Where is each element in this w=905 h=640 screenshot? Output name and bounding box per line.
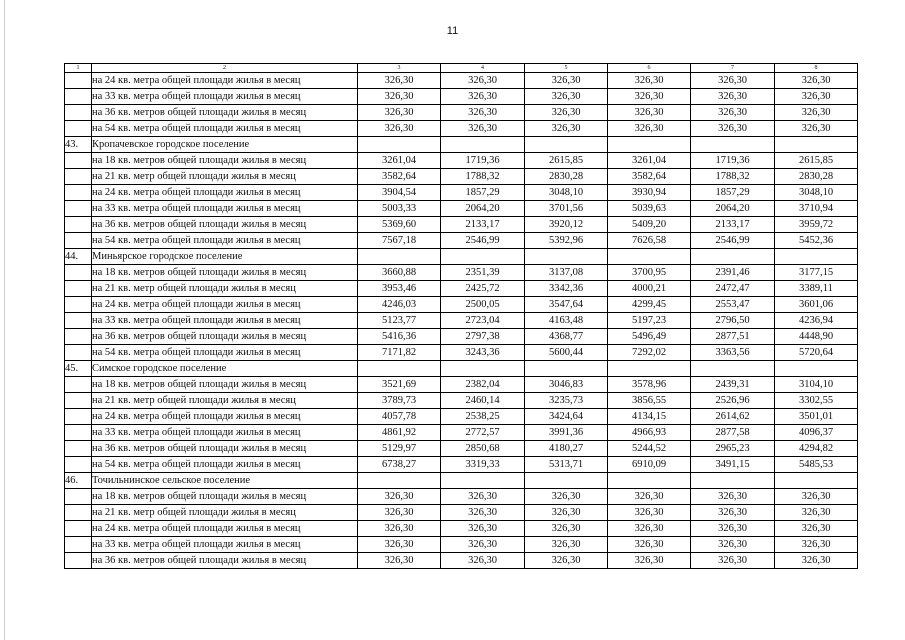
value-cell: 2615,85	[775, 153, 858, 169]
value-cell: 326,30	[441, 521, 525, 537]
row-description: на 33 кв. метра общей площади жилья в месяц	[92, 201, 358, 217]
value-cell: 3048,10	[775, 185, 858, 201]
value-cell: 3953,46	[358, 281, 441, 297]
value-cell: 7292,02	[608, 345, 691, 361]
row-number	[65, 105, 92, 121]
value-cell: 3491,15	[691, 457, 775, 473]
empty-cell	[691, 137, 775, 153]
value-cell: 1719,36	[441, 153, 525, 169]
row-number	[65, 377, 92, 393]
value-cell: 326,30	[441, 105, 525, 121]
value-cell: 326,30	[691, 553, 775, 569]
value-cell: 4180,27	[525, 441, 608, 457]
value-cell: 326,30	[775, 89, 858, 105]
row-description: на 24 кв. метра общей площади жилья в месяц	[92, 185, 358, 201]
value-cell: 1719,36	[691, 153, 775, 169]
table-row	[65, 505, 858, 521]
row-number	[65, 297, 92, 313]
value-cell: 326,30	[691, 89, 775, 105]
row-number	[65, 73, 92, 89]
value-cell: 2850,68	[441, 441, 525, 457]
value-cell: 326,30	[608, 521, 691, 537]
value-cell: 326,30	[358, 105, 441, 121]
table-row	[65, 537, 858, 553]
value-cell: 326,30	[441, 537, 525, 553]
value-cell: 3261,04	[608, 153, 691, 169]
value-cell: 326,30	[608, 121, 691, 137]
value-cell: 3904,54	[358, 185, 441, 201]
table-row	[65, 153, 858, 169]
value-cell: 326,30	[775, 489, 858, 505]
value-cell: 2472,47	[691, 281, 775, 297]
value-cell: 2546,99	[691, 233, 775, 249]
value-cell: 326,30	[608, 73, 691, 89]
value-cell: 2391,46	[691, 265, 775, 281]
row-description: на 36 кв. метров общей площади жилья в месяц	[92, 105, 358, 121]
value-cell: 326,30	[691, 537, 775, 553]
row-number	[65, 457, 92, 473]
empty-cell	[525, 137, 608, 153]
column-number: 4	[441, 64, 525, 73]
value-cell: 4000,21	[608, 281, 691, 297]
value-cell: 326,30	[358, 73, 441, 89]
value-cell: 326,30	[608, 553, 691, 569]
value-cell: 326,30	[358, 537, 441, 553]
value-cell: 3177,15	[775, 265, 858, 281]
value-cell: 326,30	[775, 121, 858, 137]
column-number: 5	[525, 64, 608, 73]
section-row	[65, 249, 858, 265]
column-number: 3	[358, 64, 441, 73]
row-description: на 21 кв. метр общей площади жилья в месяц	[92, 281, 358, 297]
value-cell: 7171,82	[358, 345, 441, 361]
value-cell: 3660,88	[358, 265, 441, 281]
value-cell: 3104,10	[775, 377, 858, 393]
value-cell: 3521,69	[358, 377, 441, 393]
left-margin-rule	[4, 0, 5, 640]
row-description: на 54 кв. метра общей площади жилья в месяц	[92, 233, 358, 249]
table-row	[65, 345, 858, 361]
column-number-row	[65, 64, 858, 73]
value-cell: 3319,33	[441, 457, 525, 473]
value-cell: 2133,17	[441, 217, 525, 233]
value-cell: 326,30	[525, 521, 608, 537]
value-cell: 3424,64	[525, 409, 608, 425]
row-description: на 21 кв. метр общей площади жилья в месяц	[92, 505, 358, 521]
value-cell: 3389,11	[775, 281, 858, 297]
row-description: на 33 кв. метра общей площади жилья в месяц	[92, 89, 358, 105]
value-cell: 7567,18	[358, 233, 441, 249]
empty-cell	[525, 361, 608, 377]
value-cell: 326,30	[775, 105, 858, 121]
value-cell: 2382,04	[441, 377, 525, 393]
section-title: Точильнинское сельское поселение	[92, 473, 358, 489]
row-description: на 36 кв. метров общей площади жилья в месяц	[92, 217, 358, 233]
value-cell: 2723,04	[441, 313, 525, 329]
value-cell: 2526,96	[691, 393, 775, 409]
row-number	[65, 153, 92, 169]
row-number	[65, 393, 92, 409]
value-cell: 326,30	[525, 537, 608, 553]
value-cell: 326,30	[358, 121, 441, 137]
value-cell: 5392,96	[525, 233, 608, 249]
value-cell: 326,30	[525, 121, 608, 137]
value-cell: 4246,03	[358, 297, 441, 313]
row-number	[65, 313, 92, 329]
empty-cell	[691, 473, 775, 489]
table-row	[65, 185, 858, 201]
column-number: 2	[92, 64, 358, 73]
row-description: на 36 кв. метров общей площади жилья в месяц	[92, 329, 358, 345]
row-description: на 18 кв. метров общей площади жилья в месяц	[92, 265, 358, 281]
value-cell: 2546,99	[441, 233, 525, 249]
row-description: на 24 кв. метра общей площади жилья в месяц	[92, 521, 358, 537]
value-cell: 326,30	[691, 521, 775, 537]
table-row	[65, 121, 858, 137]
section-title: Симское городское поселение	[92, 361, 358, 377]
value-cell: 4057,78	[358, 409, 441, 425]
table-row	[65, 169, 858, 185]
value-cell: 5416,36	[358, 329, 441, 345]
row-number: 44.	[65, 249, 92, 265]
row-number	[65, 521, 92, 537]
row-description: на 24 кв. метра общей площади жилья в месяц	[92, 297, 358, 313]
row-number: 43.	[65, 137, 92, 153]
row-description: на 18 кв. метров общей площади жилья в месяц	[92, 489, 358, 505]
value-cell: 2877,51	[691, 329, 775, 345]
table-row	[65, 377, 858, 393]
empty-cell	[775, 361, 858, 377]
value-cell: 3856,55	[608, 393, 691, 409]
value-cell: 5452,36	[775, 233, 858, 249]
value-cell: 2797,38	[441, 329, 525, 345]
row-description: на 21 кв. метр общей площади жилья в месяц	[92, 169, 358, 185]
value-cell: 4299,45	[608, 297, 691, 313]
row-number	[65, 185, 92, 201]
value-cell: 2538,25	[441, 409, 525, 425]
row-number	[65, 233, 92, 249]
value-cell: 326,30	[608, 537, 691, 553]
value-cell: 2830,28	[775, 169, 858, 185]
value-cell: 3235,73	[525, 393, 608, 409]
row-number	[65, 425, 92, 441]
table-row	[65, 73, 858, 89]
value-cell: 326,30	[441, 489, 525, 505]
value-cell: 326,30	[691, 105, 775, 121]
empty-cell	[358, 361, 441, 377]
row-description: на 21 кв. метр общей площади жилья в месяц	[92, 393, 358, 409]
value-cell: 5197,23	[608, 313, 691, 329]
table-row	[65, 313, 858, 329]
table-row	[65, 521, 858, 537]
table-row	[65, 233, 858, 249]
value-cell: 326,30	[775, 505, 858, 521]
table-row	[65, 489, 858, 505]
value-cell: 326,30	[775, 73, 858, 89]
empty-cell	[358, 249, 441, 265]
value-cell: 3710,94	[775, 201, 858, 217]
value-cell: 5003,33	[358, 201, 441, 217]
value-cell: 3701,56	[525, 201, 608, 217]
value-cell: 2830,28	[525, 169, 608, 185]
value-cell: 2064,20	[441, 201, 525, 217]
table-row	[65, 201, 858, 217]
value-cell: 5244,52	[608, 441, 691, 457]
table-row	[65, 105, 858, 121]
value-cell: 3582,64	[608, 169, 691, 185]
value-cell: 326,30	[441, 89, 525, 105]
empty-cell	[441, 137, 525, 153]
value-cell: 2615,85	[525, 153, 608, 169]
value-cell: 326,30	[691, 121, 775, 137]
value-cell: 326,30	[525, 505, 608, 521]
value-cell: 326,30	[441, 553, 525, 569]
value-cell: 3261,04	[358, 153, 441, 169]
value-cell: 2064,20	[691, 201, 775, 217]
row-number	[65, 345, 92, 361]
value-cell: 4236,94	[775, 313, 858, 329]
section-title: Миньярское городское поселение	[92, 249, 358, 265]
section-row	[65, 361, 858, 377]
tariff-table	[64, 63, 858, 569]
value-cell: 326,30	[358, 489, 441, 505]
section-title: Кропачевское городское поселение	[92, 137, 358, 153]
row-number	[65, 281, 92, 297]
value-cell: 326,30	[608, 489, 691, 505]
value-cell: 326,30	[775, 521, 858, 537]
value-cell: 2439,31	[691, 377, 775, 393]
column-number: 7	[691, 64, 775, 73]
value-cell: 6738,27	[358, 457, 441, 473]
row-description: на 24 кв. метра общей площади жилья в месяц	[92, 73, 358, 89]
page-number: 11	[446, 25, 459, 37]
row-number	[65, 489, 92, 505]
row-number	[65, 553, 92, 569]
table-row	[65, 265, 858, 281]
value-cell: 4966,93	[608, 425, 691, 441]
value-cell: 3137,08	[525, 265, 608, 281]
row-number	[65, 89, 92, 105]
table-row	[65, 281, 858, 297]
section-row	[65, 137, 858, 153]
value-cell: 326,30	[441, 505, 525, 521]
value-cell: 3700,95	[608, 265, 691, 281]
value-cell: 5720,64	[775, 345, 858, 361]
value-cell: 5600,44	[525, 345, 608, 361]
table-row	[65, 425, 858, 441]
empty-cell	[441, 249, 525, 265]
value-cell: 4294,82	[775, 441, 858, 457]
value-cell: 2772,57	[441, 425, 525, 441]
row-number: 46.	[65, 473, 92, 489]
value-cell: 5409,20	[608, 217, 691, 233]
value-cell: 3243,36	[441, 345, 525, 361]
value-cell: 5369,60	[358, 217, 441, 233]
table-row	[65, 89, 858, 105]
empty-cell	[358, 473, 441, 489]
row-number	[65, 505, 92, 521]
value-cell: 326,30	[441, 121, 525, 137]
row-description: на 54 кв. метра общей площади жилья в месяц	[92, 457, 358, 473]
value-cell: 6910,09	[608, 457, 691, 473]
value-cell: 5039,63	[608, 201, 691, 217]
value-cell: 1857,29	[691, 185, 775, 201]
value-cell: 4368,77	[525, 329, 608, 345]
empty-cell	[525, 473, 608, 489]
value-cell: 3046,83	[525, 377, 608, 393]
column-number: 1	[65, 64, 92, 73]
row-description: на 33 кв. метра общей площади жилья в месяц	[92, 537, 358, 553]
value-cell: 2796,50	[691, 313, 775, 329]
value-cell: 326,30	[358, 521, 441, 537]
value-cell: 3302,55	[775, 393, 858, 409]
row-number	[65, 409, 92, 425]
empty-cell	[358, 137, 441, 153]
value-cell: 326,30	[525, 89, 608, 105]
value-cell: 1788,32	[441, 169, 525, 185]
empty-cell	[691, 249, 775, 265]
value-cell: 326,30	[691, 489, 775, 505]
table-row	[65, 441, 858, 457]
empty-cell	[608, 249, 691, 265]
value-cell: 4861,92	[358, 425, 441, 441]
value-cell: 326,30	[358, 505, 441, 521]
value-cell: 3547,64	[525, 297, 608, 313]
row-number	[65, 169, 92, 185]
value-cell: 3342,36	[525, 281, 608, 297]
row-description: на 36 кв. метров общей площади жилья в месяц	[92, 441, 358, 457]
row-description: на 54 кв. метра общей площади жилья в месяц	[92, 345, 358, 361]
value-cell: 2614,62	[691, 409, 775, 425]
value-cell: 3363,56	[691, 345, 775, 361]
value-cell: 2553,47	[691, 297, 775, 313]
value-cell: 326,30	[358, 89, 441, 105]
row-description: на 18 кв. метров общей площади жилья в месяц	[92, 153, 358, 169]
row-number	[65, 537, 92, 553]
value-cell: 3789,73	[358, 393, 441, 409]
row-description: на 33 кв. метра общей площади жилья в месяц	[92, 313, 358, 329]
value-cell: 326,30	[775, 537, 858, 553]
row-description: на 24 кв. метра общей площади жилья в месяц	[92, 409, 358, 425]
value-cell: 326,30	[608, 89, 691, 105]
row-description: на 36 кв. метров общей площади жилья в месяц	[92, 553, 358, 569]
table-row	[65, 457, 858, 473]
table-row	[65, 217, 858, 233]
empty-cell	[608, 137, 691, 153]
value-cell: 3601,06	[775, 297, 858, 313]
value-cell: 3930,94	[608, 185, 691, 201]
value-cell: 4096,37	[775, 425, 858, 441]
empty-cell	[525, 249, 608, 265]
table-body	[65, 64, 858, 569]
table-row	[65, 297, 858, 313]
empty-cell	[441, 361, 525, 377]
value-cell: 4134,15	[608, 409, 691, 425]
value-cell: 326,30	[608, 105, 691, 121]
value-cell: 326,30	[691, 73, 775, 89]
value-cell: 3048,10	[525, 185, 608, 201]
value-cell: 2460,14	[441, 393, 525, 409]
value-cell: 4163,48	[525, 313, 608, 329]
value-cell: 2425,72	[441, 281, 525, 297]
value-cell: 326,30	[525, 489, 608, 505]
row-description: на 54 кв. метра общей площади жилья в месяц	[92, 121, 358, 137]
value-cell: 1788,32	[691, 169, 775, 185]
value-cell: 3991,36	[525, 425, 608, 441]
section-row	[65, 473, 858, 489]
empty-cell	[691, 361, 775, 377]
value-cell: 4448,90	[775, 329, 858, 345]
value-cell: 326,30	[525, 553, 608, 569]
value-cell: 326,30	[525, 73, 608, 89]
value-cell: 5123,77	[358, 313, 441, 329]
value-cell: 326,30	[525, 105, 608, 121]
value-cell: 2877,58	[691, 425, 775, 441]
row-number	[65, 217, 92, 233]
empty-cell	[441, 473, 525, 489]
value-cell: 3578,96	[608, 377, 691, 393]
row-description: на 18 кв. метров общей площади жилья в месяц	[92, 377, 358, 393]
row-number	[65, 201, 92, 217]
empty-cell	[608, 473, 691, 489]
value-cell: 3959,72	[775, 217, 858, 233]
value-cell: 2351,39	[441, 265, 525, 281]
row-description: на 33 кв. метра общей площади жилья в месяц	[92, 425, 358, 441]
row-number	[65, 265, 92, 281]
empty-cell	[775, 137, 858, 153]
empty-cell	[775, 249, 858, 265]
value-cell: 5496,49	[608, 329, 691, 345]
value-cell: 3920,12	[525, 217, 608, 233]
value-cell: 5313,71	[525, 457, 608, 473]
value-cell: 2965,23	[691, 441, 775, 457]
value-cell: 326,30	[775, 553, 858, 569]
value-cell: 3582,64	[358, 169, 441, 185]
column-number: 6	[608, 64, 691, 73]
empty-cell	[775, 473, 858, 489]
value-cell: 2133,17	[691, 217, 775, 233]
column-number: 8	[775, 64, 858, 73]
table-row	[65, 553, 858, 569]
value-cell: 3501,01	[775, 409, 858, 425]
value-cell: 5129,97	[358, 441, 441, 457]
row-number	[65, 121, 92, 137]
row-number	[65, 441, 92, 457]
value-cell: 326,30	[608, 505, 691, 521]
value-cell: 1857,29	[441, 185, 525, 201]
table-row	[65, 329, 858, 345]
empty-cell	[608, 361, 691, 377]
table-row	[65, 393, 858, 409]
value-cell: 5485,53	[775, 457, 858, 473]
table-row	[65, 409, 858, 425]
value-cell: 7626,58	[608, 233, 691, 249]
value-cell: 326,30	[358, 553, 441, 569]
value-cell: 326,30	[691, 505, 775, 521]
row-number: 45.	[65, 361, 92, 377]
value-cell: 2500,05	[441, 297, 525, 313]
value-cell: 326,30	[441, 73, 525, 89]
row-number	[65, 329, 92, 345]
